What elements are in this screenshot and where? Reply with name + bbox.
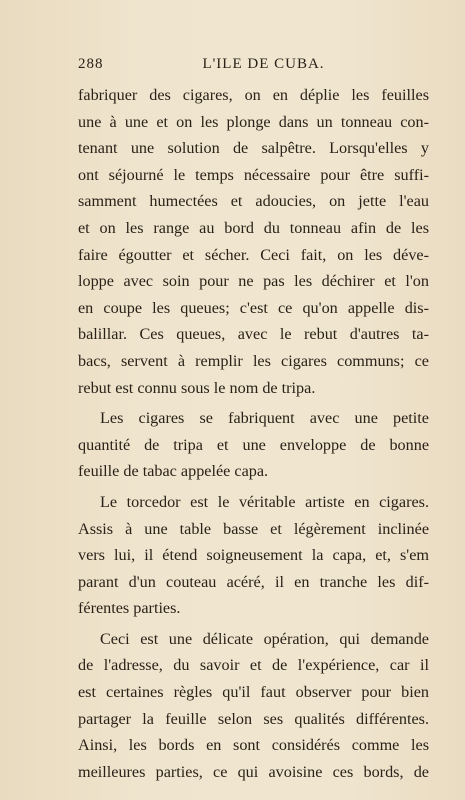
paragraph bbox=[78, 626, 429, 786]
text-line: samment humectées et adoucies, on jette l'eau bbox=[78, 192, 429, 211]
text-line: Les cigares se fabriquent avec une petite bbox=[100, 409, 429, 428]
paragraph bbox=[78, 489, 429, 622]
text-line: rebut est connu sous le nom de tripa. bbox=[78, 378, 316, 397]
text-line: est certaines règles qu'il faut observer pour bien bbox=[78, 683, 429, 702]
text-line: feuille de tabac appelée capa. bbox=[78, 462, 269, 481]
text-line: Assis à une table basse et légèrement inclinée bbox=[78, 519, 429, 538]
text-line: fabriquer des cigares, on en déplie les feuilles bbox=[78, 86, 429, 104]
text-line: faire égoutter et sécher. Ceci fait, on les déve- bbox=[78, 245, 429, 264]
text-line: en coupe les queues; c'est ce qu'on appelle dis- bbox=[78, 298, 429, 317]
body-text bbox=[78, 82, 429, 789]
text-line: vers lui, il étend soigneusement la capa, et, s'em bbox=[78, 546, 429, 565]
paragraph bbox=[78, 82, 429, 401]
text-line: Ainsi, les bords en sont considérés comme les bbox=[78, 736, 429, 755]
text-line: de l'adresse, du savoir et de l'expérience, car il bbox=[78, 656, 429, 675]
page-header bbox=[78, 56, 429, 76]
text-line: férentes parties. bbox=[78, 599, 181, 618]
paragraph bbox=[78, 405, 429, 485]
text-line: meilleures parties, ce qui avoisine ces bords, de bbox=[78, 762, 429, 781]
running-title: L'ILE DE CUBA. bbox=[202, 56, 325, 72]
text-line: ont séjourné le temps nécessaire pour être suffi- bbox=[78, 165, 429, 184]
text-line: Le torcedor est le véritable artiste en cigares. bbox=[100, 492, 429, 511]
page-number: 288 bbox=[78, 56, 104, 72]
text-line: Ceci est une délicate opération, qui demande bbox=[100, 629, 429, 648]
text-line: loppe avec soin pour ne pas les déchirer et l'on bbox=[78, 272, 429, 291]
text-line: parant d'un couteau acéré, il en tranche les dif- bbox=[78, 572, 429, 591]
text-line: quantité de tripa et une enveloppe de bonne bbox=[78, 435, 429, 454]
text-line: tenant une solution de salpêtre. Lorsqu'elles y bbox=[78, 139, 429, 158]
text-line: et on les range au bord du tonneau afin de les bbox=[78, 218, 429, 237]
text-line: balillar. Ces queues, avec le rebut d'autres ta- bbox=[78, 325, 429, 344]
text-line: une à une et on les plonge dans un tonneau con- bbox=[78, 112, 429, 131]
text-line: bacs, servent à remplir les cigares communs; ce bbox=[78, 351, 429, 370]
text-line: partager la feuille selon ses qualités différentes. bbox=[78, 709, 429, 728]
